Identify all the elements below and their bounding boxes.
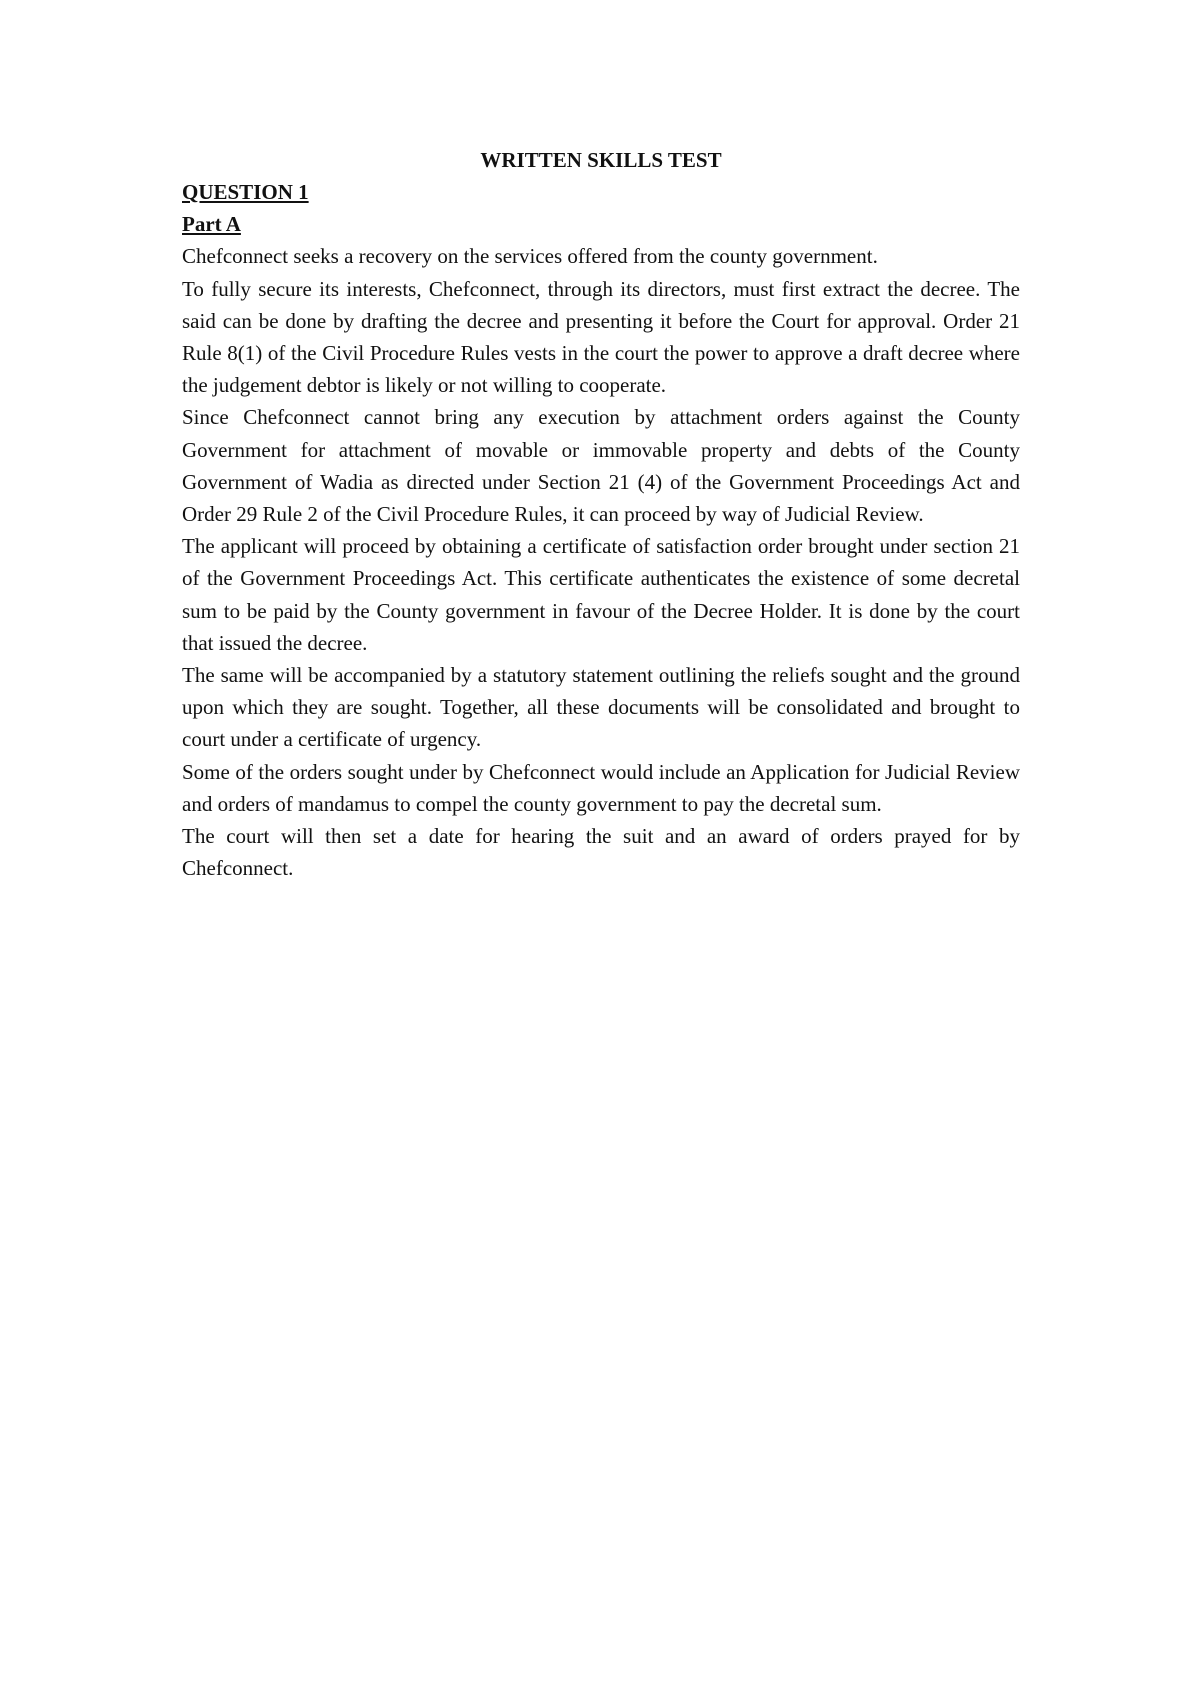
part-heading: Part A	[182, 212, 241, 237]
question-heading: QUESTION 1	[182, 180, 309, 204]
paragraph-6: Some of the orders sought under by Chefconnect would include an Application for Judicial Review and orders of mandamus to compel the county government to pay the decretal sum.	[182, 759, 1020, 816]
paragraph-7: The court will then set a date for hearing the suit and an award of orders prayed for by Chefconnect.	[182, 824, 1020, 881]
paragraph-1: Chefconnect seeks a recovery on the services offered from the county government.	[182, 244, 878, 269]
document-body	[182, 144, 1020, 884]
paragraph-5: The same will be accompanied by a statutory statement outlining the reliefs sought and the ground upon which they are sought. Together, all these documents will be consolidated and brought to court under a certificate of urgency.	[182, 663, 1020, 752]
paragraph-2: To fully secure its interests, Chefconnect, through its directors, must first extract the decree. The said can be done by drafting the decree and presenting it before the Court for approval. Order 21 Rule 8(1) of the Civil Procedure Rules vests in the court the power to approve a draft decree where the judgement debtor is likely or not willing to cooperate.	[182, 276, 1020, 398]
paragraph-3: Since Chefconnect cannot bring any execution by attachment orders against the County Government for attachment of movable or immovable property and debts of the County Government of Wadia as directed under Section 21 (4) of the Government Proceedings Act and Order 29 Rule 2 of the Civil Procedure Rules, it can proceed by way of Judicial Review.	[182, 405, 1020, 527]
document-title: WRITTEN SKILLS TEST	[480, 148, 722, 172]
paragraph-4: The applicant will proceed by obtaining a certificate of satisfaction order brought under section 21 of the Government Proceedings Act. This certificate authenticates the existence of some decretal sum to be paid by the County government in favour of the Decree Holder. It is done by the court that issued the decree.	[182, 534, 1020, 655]
